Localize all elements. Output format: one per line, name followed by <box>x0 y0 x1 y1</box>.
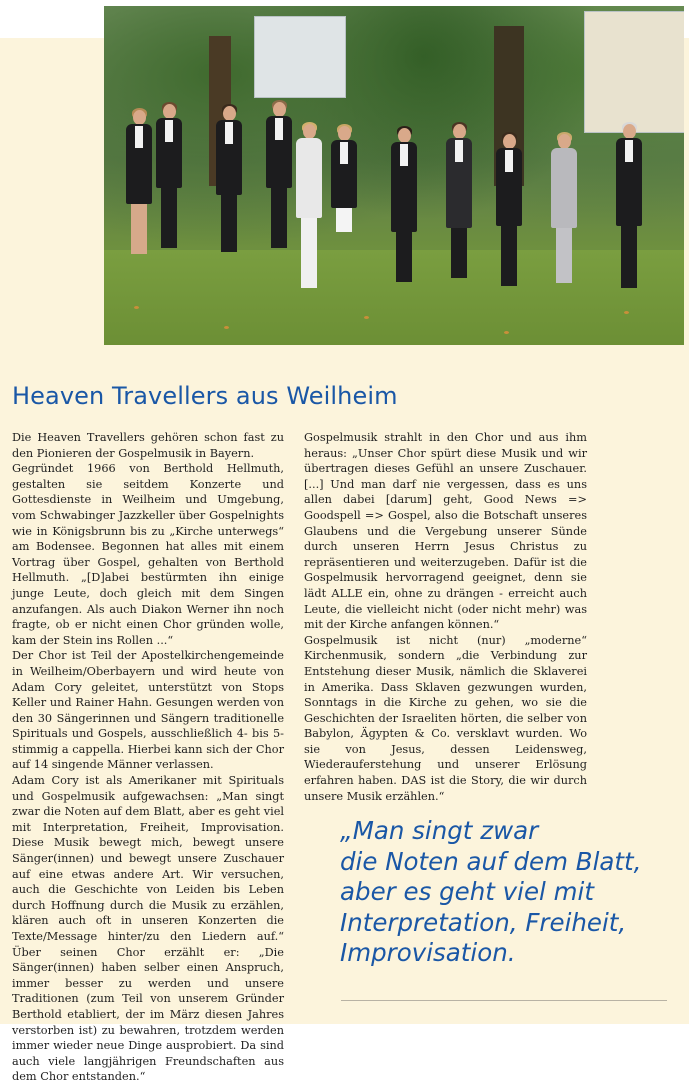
pull-quote-line: aber es geht viel mit <box>340 877 594 906</box>
choir-group-photo <box>104 6 684 345</box>
fallen-leaf <box>364 316 369 319</box>
choir-member <box>214 106 244 256</box>
paragraph: Gospelmusik strahlt in den Chor und aus ihm heraus: „Unser Chor spürt diese Musik und wir übertragen dieses Gefühl an unsere Zuschauer. [...] Und man darf nie vergessen, dass es uns allen dabei [darum] geht, Good News => Goodspell => Gospel, also die Botschaft unseres Glaubens und die Vergebung unserer Sünde durch unseren Herrn Jesus Christus zu repräsentieren und weiterzugeben. Dafür ist die Gospelmusik hervorragend geeignet, denn sie lädt ALLE ein, ohne zu drängen - erreicht auch Leute, die vielleicht nicht (oder nicht mehr) was mit der Kirche anfangen können.“ <box>304 431 587 632</box>
choir-member <box>549 134 579 294</box>
building-right <box>584 11 684 133</box>
pull-quote <box>340 816 680 969</box>
choir-member <box>264 102 294 252</box>
pull-quote-line: Interpretation, Freiheit, <box>340 907 627 937</box>
choir-member <box>444 124 474 284</box>
fallen-leaf <box>134 306 139 309</box>
choir-member <box>494 134 524 294</box>
fallen-leaf <box>224 326 229 329</box>
paragraph: Die Heaven Travellers gehören schon fast zu den Pionieren der Gospelmusik in Bayern. <box>12 431 284 460</box>
article-column-right <box>304 430 587 804</box>
pull-quote-line: „Man singt zwar <box>340 816 539 845</box>
fallen-leaf <box>504 331 509 334</box>
paragraph: Gegründet 1966 von Berthold Hellmuth, gestalten sie seitdem Konzerte und Gottesdienste in Weilheim und Umgebung, vom Schwabinger Jazzkeller über Gospelnights wie in Königsbrunn bis zu „Kirche unterwegs“ am Bodensee. Begonnen hat alles mit einem Vortrag über Gospel, gehalten von Berthold Hellmuth. „[D]abei bestürmten ihn einige junge Leute, doch gleich mit dem Singen anzufangen. Als auch Diakon Werner ihn noch fragte, ob er nicht einen Chor gründen wolle, kam der Stein ins Rollen ...“ <box>12 462 284 647</box>
divider-line <box>341 1000 667 1001</box>
choir-member <box>614 124 644 294</box>
pull-quote-line: Improvisation. <box>340 938 516 967</box>
choir-member <box>389 128 419 288</box>
choir-member <box>124 110 154 260</box>
article-column-left <box>12 430 284 1085</box>
paragraph: Adam Cory ist als Amerikaner mit Spirituals und Gospelmusik aufgewachsen: „Man singt zwar die Noten auf dem Blatt, aber es geht viel mit Interpretation, Freiheit, Improvisation. Diese Musik bewegt mich, bewegt unsere Sänger(innen) und bewegt unsere Zuschauer auf eine etwas andere Art. Wir versuchen, auch die Geschichte von Leiden bis Leben durch Hoffnung durch die Musik zu erzählen, klären auch oft in unseren Konzerten die Texte/Message hinter/zu den Liedern auf.“ Über seinen Chor erzählt er: „Die Sänger(innen) haben selber einen Anspruch, immer besser zu werden und unsere Traditionen (zum Teil von unserem Gründer Berthold etabliert, der im März diesen Jahres verstorben ist) zu bewahren, trotzdem werden immer wieder neue Dinge ausprobiert. Da sind auch viele langjährigen Freundschaften aus dem Chor entstanden.“ <box>12 774 284 1084</box>
church-building <box>254 16 346 98</box>
paragraph: Der Chor ist Teil der Apostelkirchengemeinde in Weilheim/Oberbayern und wird heute von Adam Cory geleitet, unterstützt von Stops Keller und Rainer Hahn. Gesungen werden von den 30 Sängerinnen und Sängern traditionelle Spirituals und Gospels, ausschließlich 4- bis 5-stimmig a cappella. Hierbei kann sich der Chor auf 14 singende Männer verlassen. <box>12 649 284 772</box>
fallen-leaf <box>624 311 629 314</box>
choir-member <box>154 104 184 254</box>
paragraph: Gospelmusik ist nicht (nur) „moderne“ Kirchenmusik, sondern „die Verbindung zur Entstehung dieser Musik, nämlich die Sklaverei in Amerika. Dass Sklaven gezwungen wurden, Sonntags in die Kirche zu gehen, wo sie die Geschichten der Israeliten hörten, die selber von Babylon, Ägypten & Co. versklavt wurden. Wo sie von Jesus, dessen Leidensweg, Wiederauferstehung und unserer Erlösung erfahren haben. DAS ist die Story, die wir durch unsere Musik erzählen.“ <box>304 633 587 803</box>
article-title: Heaven Travellers aus Weilheim <box>12 382 398 410</box>
choir-member <box>329 126 359 296</box>
choir-member <box>294 124 324 294</box>
pull-quote-line: die Noten auf dem Blatt, <box>340 846 642 876</box>
